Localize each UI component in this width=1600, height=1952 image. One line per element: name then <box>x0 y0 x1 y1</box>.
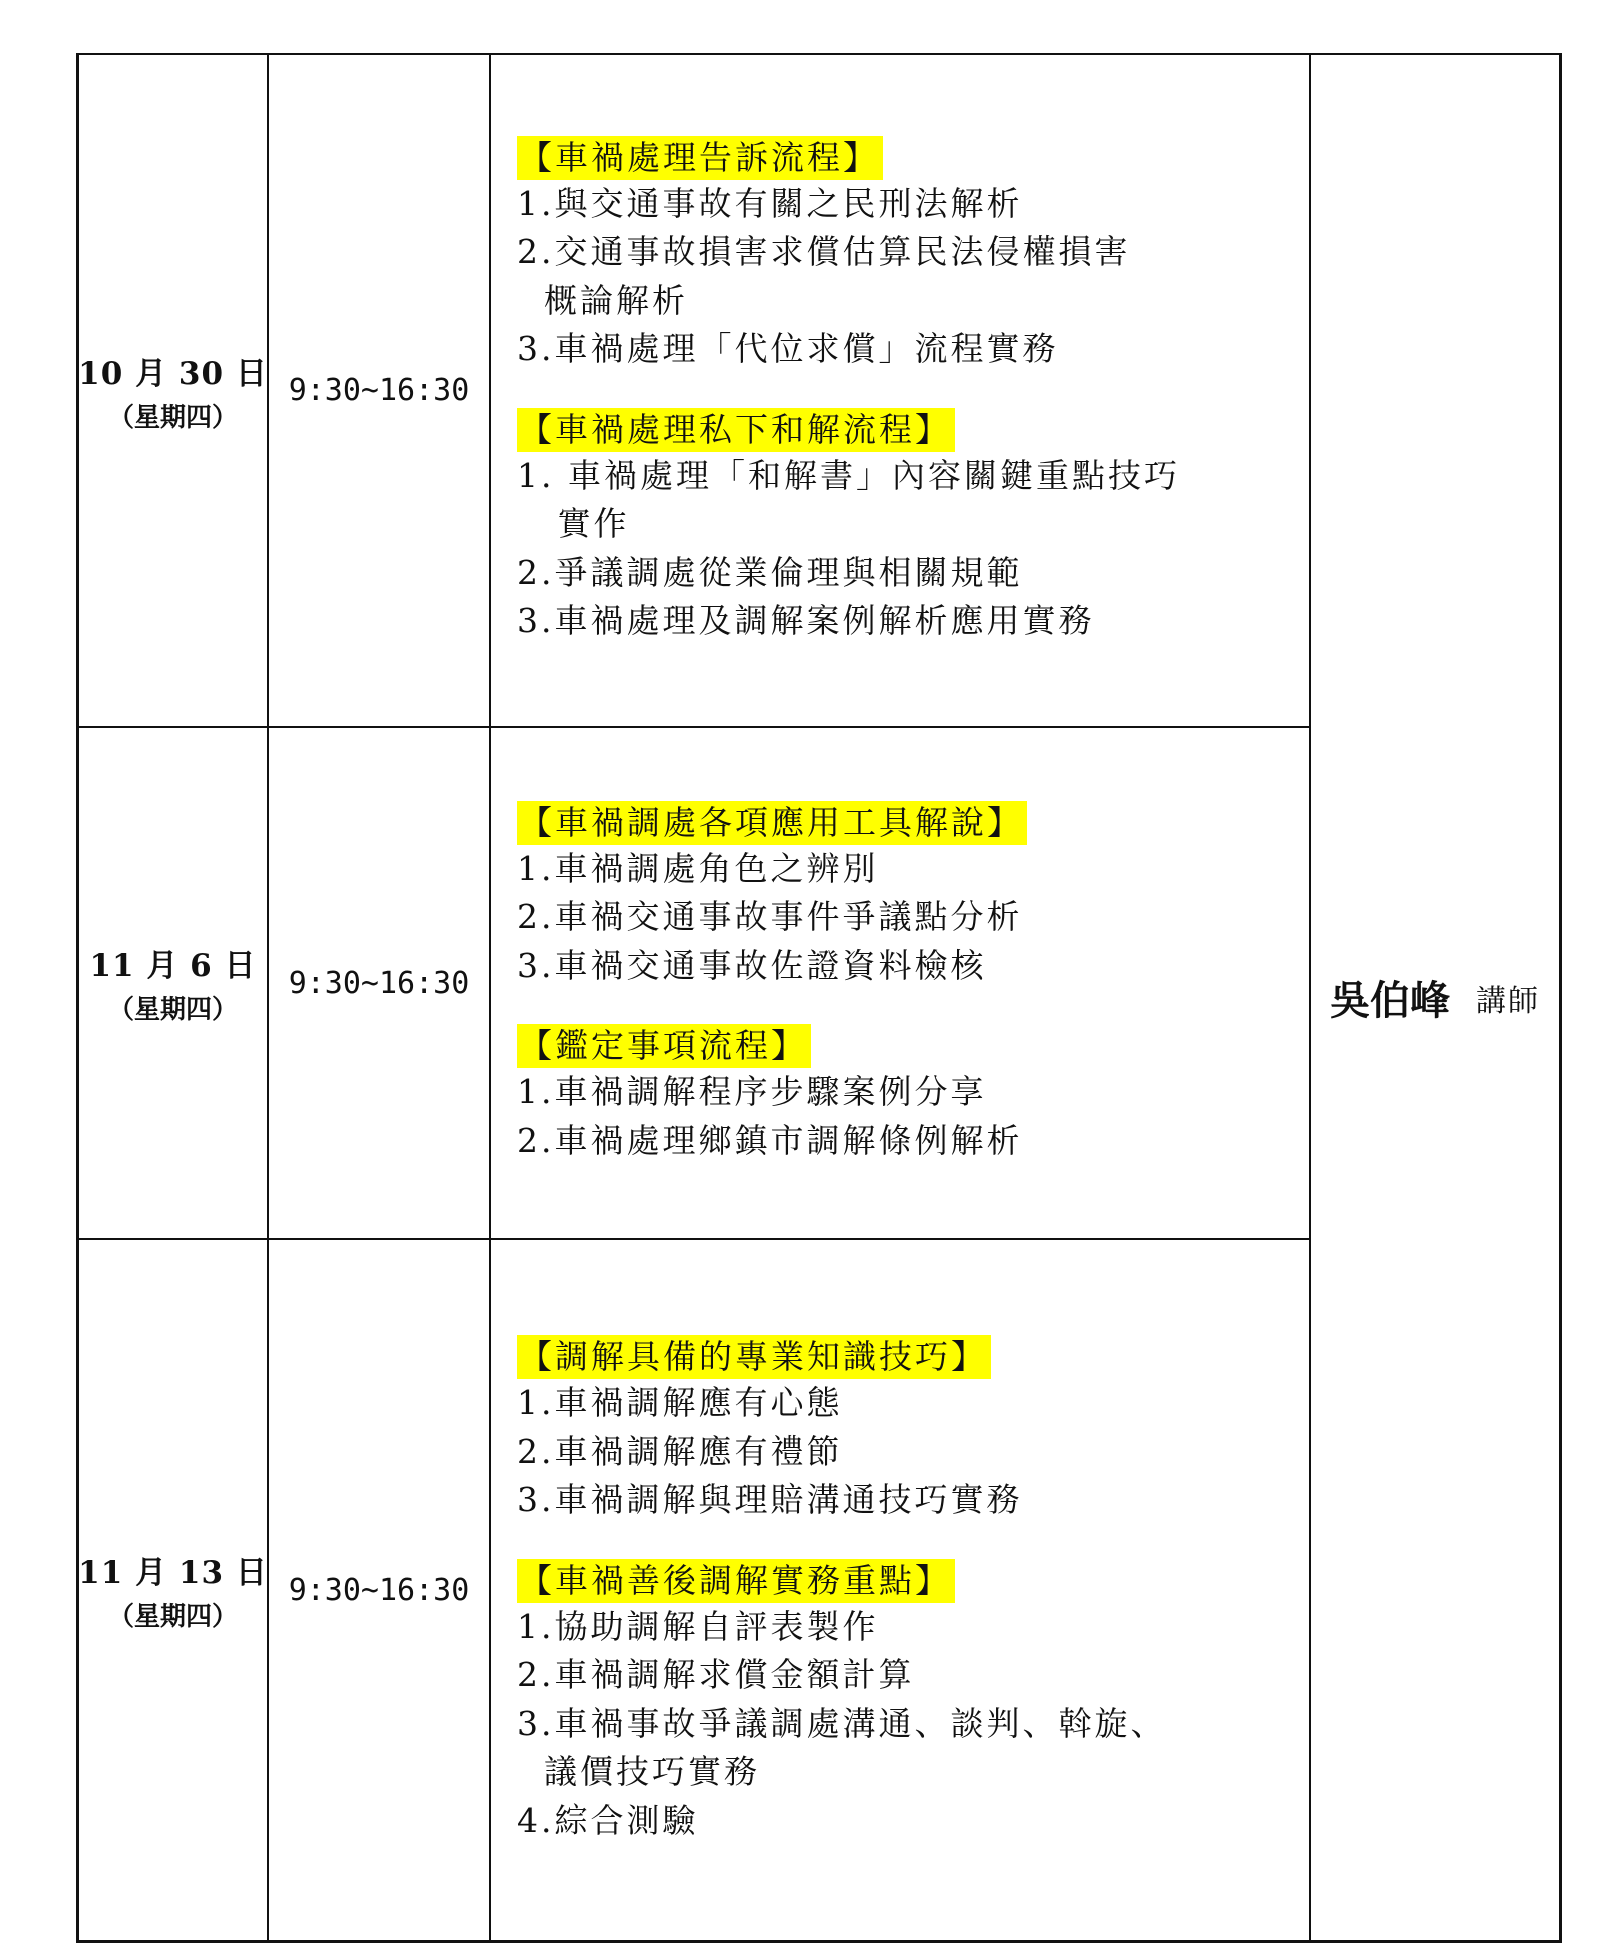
instructor-cell <box>1311 55 1559 1940</box>
session-date-cell <box>79 55 267 726</box>
topic-heading: 【車禍處理私下和解流程】 <box>517 408 955 452</box>
topic-heading: 【調解具備的專業知識技巧】 <box>517 1335 991 1379</box>
session-date: 11 月 6 日 <box>89 948 257 984</box>
instructor-title: 講師 <box>1476 983 1540 1019</box>
topic-heading: 【車禍處理告訴流程】 <box>517 136 883 180</box>
topic-item: 2.爭議調處從業倫理與相關規範 <box>517 552 1023 592</box>
topic-item: 實作 <box>517 504 630 543</box>
session-weekday: （星期四） <box>107 995 238 1025</box>
topic-item: 3.車禍處理及調解案例解析應用實務 <box>517 601 1095 640</box>
topic-item: 3.車禍交通事故佐證資料檢核 <box>517 945 987 985</box>
instructor-name: 吳伯峰 <box>1330 978 1450 1024</box>
session-time: 9:30~16:30 <box>288 1572 470 1608</box>
session-date-cell <box>79 1240 267 1940</box>
session-date: 10 月 30 日 <box>78 355 268 392</box>
topic-item: 2.車禍處理鄉鎮市調解條例解析 <box>517 1120 1023 1160</box>
topic-item: 概論解析 <box>517 280 688 320</box>
topic-item: 1.車禍調處角色之辨別 <box>517 848 879 888</box>
session-weekday: （星期四） <box>107 402 238 433</box>
topic-item: 1.協助調解自評表製作 <box>517 1606 879 1646</box>
topic-section <box>517 1024 1311 1165</box>
session-time: 9:30~16:30 <box>288 373 470 408</box>
topic-heading: 【鑑定事項流程】 <box>517 1024 811 1068</box>
topic-item: 2.車禍調解求償金額計算 <box>517 1655 915 1694</box>
session-date: 11 月 13 日 <box>78 1555 268 1591</box>
schedule-table <box>76 53 1562 1943</box>
topic-item: 4.綜合測驗 <box>517 1800 699 1840</box>
session-weekday: （星期四） <box>107 1602 238 1632</box>
session-content <box>491 55 1311 726</box>
topic-section <box>517 1335 1311 1525</box>
topic-section <box>517 136 1311 374</box>
topic-heading: 【車禍調處各項應用工具解說】 <box>517 801 1027 845</box>
topic-section <box>517 1559 1311 1846</box>
topic-item: 1.車禍調解程序步驟案例分享 <box>517 1072 987 1112</box>
topic-section <box>517 801 1311 991</box>
topic-item: 1.與交通事故有關之民刑法解析 <box>517 183 1023 223</box>
session-content <box>491 728 1311 1238</box>
topic-item: 2.車禍交通事故事件爭議點分析 <box>517 897 1023 937</box>
topic-item: 3.車禍事故爭議調處溝通、談判、斡旋、 <box>517 1703 1167 1743</box>
topic-item: 3.車禍調解與理賠溝通技巧實務 <box>517 1480 1023 1519</box>
session-content <box>491 1240 1311 1940</box>
topic-item: 1.車禍調解應有心態 <box>517 1383 843 1422</box>
topic-item: 2.交通事故損害求償估算民法侵權損害 <box>517 232 1131 271</box>
topic-heading: 【車禍善後調解實務重點】 <box>517 1559 955 1603</box>
topic-item: 議價技巧實務 <box>517 1752 760 1791</box>
topic-item: 1. 車禍處理「和解書」內容關鍵重點技巧 <box>517 455 1180 495</box>
topic-section <box>517 408 1311 646</box>
topic-item: 2.車禍調解應有禮節 <box>517 1431 843 1471</box>
session-time: 9:30~16:30 <box>288 965 470 1001</box>
topic-item: 3.車禍處理「代位求償」流程實務 <box>517 329 1059 368</box>
session-date-cell <box>79 728 267 1238</box>
